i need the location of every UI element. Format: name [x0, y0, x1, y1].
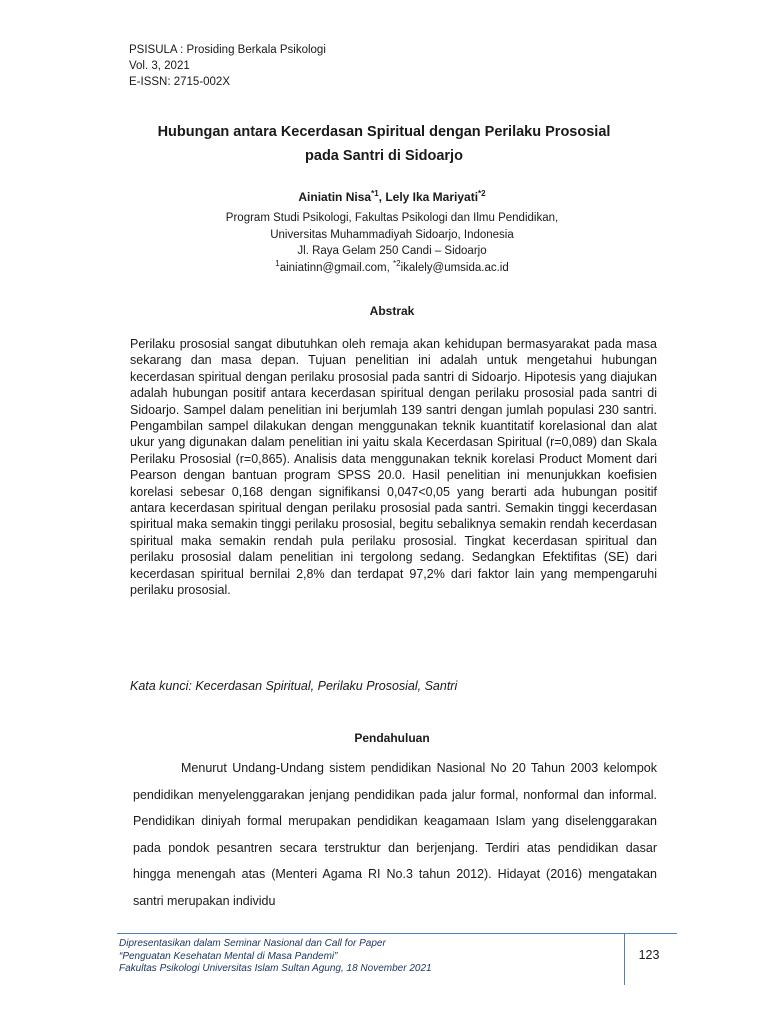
email-1-marker: 1	[275, 258, 280, 268]
keywords: Kata kunci: Kecerdasan Spiritual, Perilaku Prososial, Santri	[130, 679, 458, 693]
title-line-1: Hubungan antara Kecerdasan Spiritual dengan Perilaku Prososial	[157, 124, 611, 140]
footer-line-1: Dipresentasikan dalam Seminar Nasional dan Call for Paper	[119, 938, 386, 949]
author-separator: ,	[378, 190, 386, 204]
introduction-body	[133, 755, 657, 914]
paper-title	[0, 120, 768, 168]
journal-name: PSISULA : Prosiding Berkala Psikologi	[129, 44, 326, 56]
email-2-marker: *2	[393, 258, 401, 268]
journal-issn: E-ISSN: 2715-002X	[129, 76, 231, 88]
footer-line-3: Fakultas Psikologi Universitas Islam Sultan Agung, 18 November 2021	[119, 963, 432, 974]
abstract-heading: Abstrak	[369, 304, 415, 318]
title-line-2: pada Santri di Sidoarjo	[305, 148, 463, 164]
author-2: Lely Ika Mariyati	[385, 190, 479, 204]
email-2: ikalely@umsida.ac.id	[400, 261, 509, 274]
affiliation-line-2: Universitas Muhammadiyah Sidoarjo, Indonesia	[270, 228, 514, 241]
footer-divider	[117, 933, 677, 934]
author-1-marker: *1	[371, 189, 379, 198]
affiliation-line-1: Program Studi Psikologi, Fakultas Psikologi dan Ilmu Pendidikan,	[225, 212, 559, 224]
affiliation-address: Jl. Raya Gelam 250 Candi – Sidoarjo	[297, 245, 487, 257]
author-1: Ainiatin Nisa	[298, 190, 372, 204]
footer-note	[119, 938, 432, 976]
author-list	[0, 190, 768, 204]
email-line	[0, 260, 768, 277]
page-number: 123	[638, 948, 660, 962]
author-2-marker: *2	[478, 189, 486, 198]
abstract-body	[130, 336, 657, 599]
journal-volume: Vol. 3, 2021	[129, 60, 190, 72]
journal-header	[129, 42, 326, 90]
affiliation-block	[0, 210, 768, 276]
introduction-heading: Pendahuluan	[354, 731, 430, 745]
email-1: ainiatinn@gmail.com,	[279, 261, 393, 274]
introduction-text: Menurut Undang-Undang sistem pendidikan Nasional No 20 Tahun 2003 kelompok pendidikan menyelenggarakan jenjang pendidikan pada jalur formal, nonformal dan informal. Pendidikan diniyah formal merupakan pendidikan keagamaan Islam yang diselenggarakan pada pondok pesantren secara terstruktur dan berjenjang. Terdiri atas pendidikan dasar hingga menengah atas (Menteri Agama RI No.3 tahun 2012). Hidayat (2016) mengatakan santri merupakan individu	[133, 761, 657, 908]
abstract-text: Perilaku prososial sangat dibutuhkan oleh remaja akan kehidupan bermasyarakat pada masa sekarang dan masa depan. Tujuan penelitian ini adalah untuk mengetahui hubungan kecerdasan spiritual dengan perilaku prososial pada santri di Sidoarjo. Hipotesis yang diajukan adalah hubungan positif antara kecerdasan spiritual dengan perilaku prososial pada santri di Sidoarjo. Sampel dalam penelitian ini berjumlah 139 santri dengan jumlah populasi 230 santri. Pengambilan sampel dilakukan dengan menggunakan teknik kuantitatif korelasional dan alat ukur yang digunakan dalam penelitian ini yaitu skala Kecerdasan Spiritual (r=0,089) dan Skala Perilaku Prososial (r=0,865). Analisis data menggunakan teknik korelasi Product Moment dari Pearson dengan bantuan program SPSS 20.0. Hasil penelitian ini menunjukkan koefisien korelasi sebesar 0,168 dengan signifikansi 0,047<0,05 yang berarti ada hubungan positif antara kecerdasan spiritual dengan perilaku prososial pada santri. Semakin tinggi kecerdasan spiritual maka semakin tinggi perilaku prososial, begitu sebaliknya semakin rendah kecerdasan spiritual maka semakin rendah pula perilaku prososial. Tingkat kecerdasan spiritual dan perilaku prososial dalam penelitian ini tergolong sedang. Sedangkan Efektifitas (SE) dari kecerdasan spiritual bernilai 2,8% dan terdapat 97,2% dari faktor lain yang mempengaruhi perilaku prososial.	[130, 337, 657, 598]
footer-line-2: “Penguatan Kesehatan Mental di Masa Pandemi”	[119, 950, 338, 962]
